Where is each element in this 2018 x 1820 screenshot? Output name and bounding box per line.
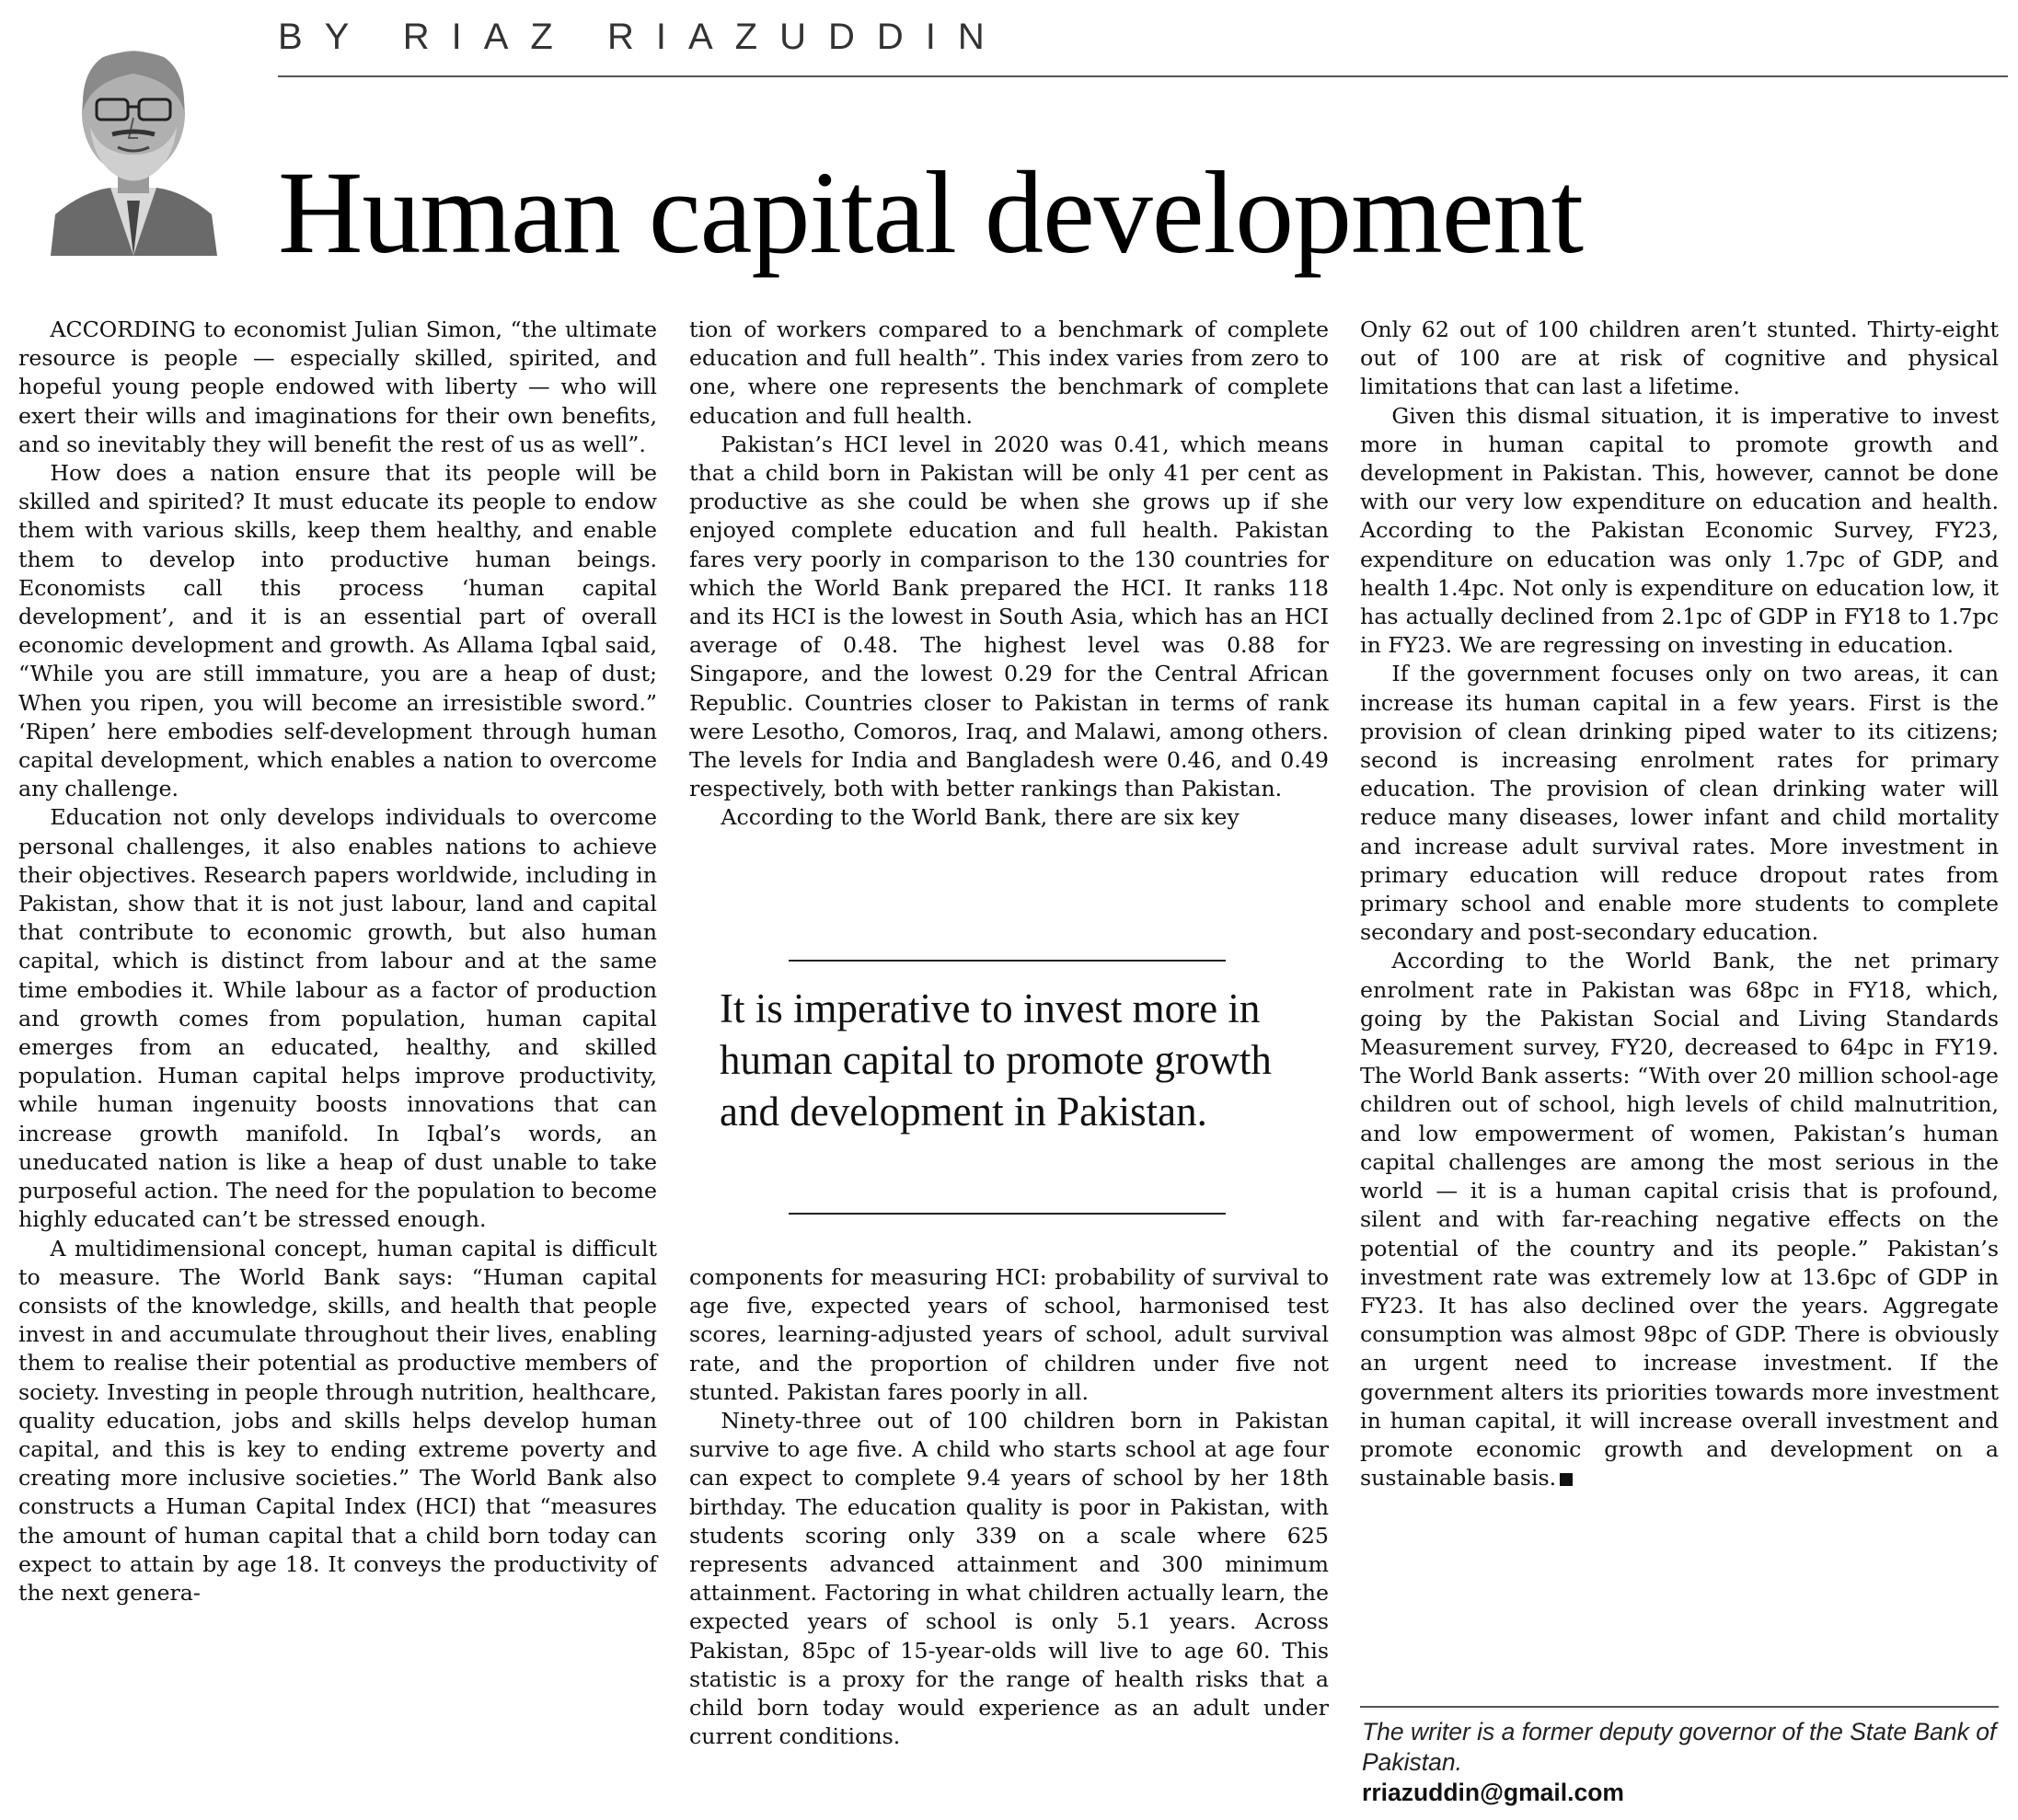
paragraph: tion of workers compared to a benchmark of complete education and full health”. This index varies from zero to one, where one represents the benchmark of complete education and full health. [689,317,1329,429]
author-email-link[interactable]: rriazuddin@gmail.com [1362,1779,1624,1806]
pullquote-rule-top [789,960,1226,962]
article-column-1 [18,316,657,1607]
byline-rule [278,75,2008,77]
paragraph-text: According to the World Bank, the net primary enrolment rate in Pakistan was 68pc in FY18, which, going by the Pakistan Social and Living Standards Measurement survey, FY20, decreased to 64pc in FY19. The World Bank asserts: “With over 20 million school-age children out of school, high levels of child malnutrition, and low empowerment of women, Pakistan’s human capital challenges are among the most serious in the world — it is a human capital crisis that is profound, silent and with far-reaching negative effects on the potential of the country and its people.” Pakistan’s investment rate was extremely low at 13.6pc of GDP in FY23. It has also declined over the years. Aggregate consumption was almost 98pc of GDP. There is obviously an urgent need to increase investment. If the government alters its priorities towards more investment in human capital, it will increase overall investment and promote economic growth and development on a sustainable basis. [1360,948,1999,1492]
author-photo [46,26,221,256]
paragraph: How does a nation ensure that its people will be skilled and spirited? It must educate its people to endow them with various skills, keep them healthy, and enable them to develop into productive human beings. Economists call this process ‘human capital development’, and it is an essential part of overall economic development and growth. As Allama Iqbal said, “While you are still immature, you are a heap of dust; When you ripen, you will become an irresistible sword.” ‘Ripen’ here embodies self-development through human capital development, which enables a nation to overcome any challenge. [18,460,657,802]
paragraph: Pakistan’s HCI level in 2020 was 0.41, which means that a child born in Pakistan will be only 41 per cent as productive as she could be when she grows up if she enjoyed complete education and full health. Pakistan fares very poorly in comparison to the 130 countries for which the World Bank prepared the HCI. It ranks 118 and its HCI is the lowest in South Asia, which has an HCI average of 0.48. The highest level was 0.88 for Singapore, and the lowest 0.29 for the Central African Republic. Countries closer to Pakistan in terms of rank were Lesotho, Comoros, Iraq, and Malawi, among others. The levels for India and Bangladesh were 0.46, and 0.49 respectively, both with better rankings than Pakistan. [689,431,1329,802]
paragraph: Given this dismal situation, it is imperative to invest more in human capital to promote growth and development in Pakistan. This, however, cannot be done with our very low expenditure on education and health. According to the Pakistan Economic Survey, FY23, expenditure on education was only 1.7pc of GDP, and health 1.4pc. Not only is expenditure on education low, it has actually declined from 2.1pc of GDP in FY18 to 1.7pc in FY23. We are regressing on investing in education. [1360,402,1999,659]
paragraph: components for measuring HCI: probability of survival to age five, expected years of school, harmonised test scores, learning-adjusted years of school, adult survival rate, and the proportion of children under five not stunted. Pakistan fares poorly in all. [689,1264,1329,1405]
paragraph-last [1360,947,1999,1492]
paragraph: A multidimensional concept, human capital is difficult to measure. The World Bank says: “Human capital consists of the knowledge, skills, and health that people invest in and accumulate throughout their lives, enabling them to realise their potential as productive members of society. Investing in people through nutrition, healthcare, quality education, jobs and skills helps develop human capital, and this is key to ending extreme poverty and creating more inclusive societies.” The World Bank also constructs a Human Capital Index (HCI) that “measures the amount of human capital that a child born today can expect to attain by age 18. It conveys the productivity of the next genera- [18,1235,657,1606]
paragraph: Only 62 out of 100 children aren’t stunted. Thirty-eight out of 100 are at risk of cognitive and physical limitations that can last a lifetime. [1360,317,1999,400]
paragraph: Education not only develops individuals to overcome personal challenges, it also enables nations to achieve their objectives. Research papers worldwide, including in Pakistan, show that it is not just labour, land and capital that contribute to economic growth, but also human capital, which is distinct from labour and at the same time embodies it. While labour as a factor of production and growth comes from population, human capital emerges from an educated, healthy, and skilled population. Human capital helps improve productivity, while human ingenuity boosts innovations that can increase growth manifold. In Iqbal’s words, an uneducated nation is like a heap of dust unable to take purposeful action. The need for the population to become highly educated can’t be stressed enough. [18,804,657,1233]
byline: BY RIAZ RIAZUDDIN [278,17,1007,57]
article-column-2-bottom [689,1263,1329,1751]
headline: Human capital development [278,147,1584,278]
end-mark-icon [1560,1473,1573,1486]
paragraph: If the government focuses only on two areas, it can increase its human capital in a few years. First is the provision of clean drinking piped water to its citizens; second is increasing enrolment rates for primary education. The provision of clean drinking water will reduce many diseases, lower infant and child mortality and increase adult survival rates. More investment in primary education will reduce dropout rates from primary school and enable more students to complete secondary and post-secondary education. [1360,661,1999,946]
article-column-3 [1360,316,1999,1492]
article-column-2-top [689,316,1329,833]
paragraph: ACCORDING to economist Julian Simon, “the ultimate resource is people — especially skilled, spirited, and hopeful young people endowed with liberty — who will exert their wills and imaginations for their own benefits, and so inevitably they will benefit the rest of us as well”. [18,317,657,457]
paragraph: Ninety-three out of 100 children born in Pakistan survive to age five. A child who starts school at age four can expect to complete 9.4 years of school by her 18th birthday. The education quality is poor in Pakistan, with students scoring only 339 on a scale where 625 represents advanced attainment and 300 minimum attainment. Factoring in what children actually learn, the expected years of school is only 5.1 years. Across Pakistan, 85pc of 15-year-olds will live to age 60. This statistic is a proxy for the range of health risks that a child born today would experience as an adult under current conditions. [689,1408,1329,1750]
pullquote: It is imperative to invest more in human capital to promote growth and development in Pakistan. [720,985,1272,1135]
author-note: The writer is a former deputy governor of the State Bank of Pakistan. [1362,1718,1997,1776]
author-note-rule [1360,1706,1999,1708]
pullquote-rule-bottom [789,1213,1226,1215]
author-portrait [46,26,221,256]
paragraph: According to the World Bank, there are six key [721,804,1240,831]
